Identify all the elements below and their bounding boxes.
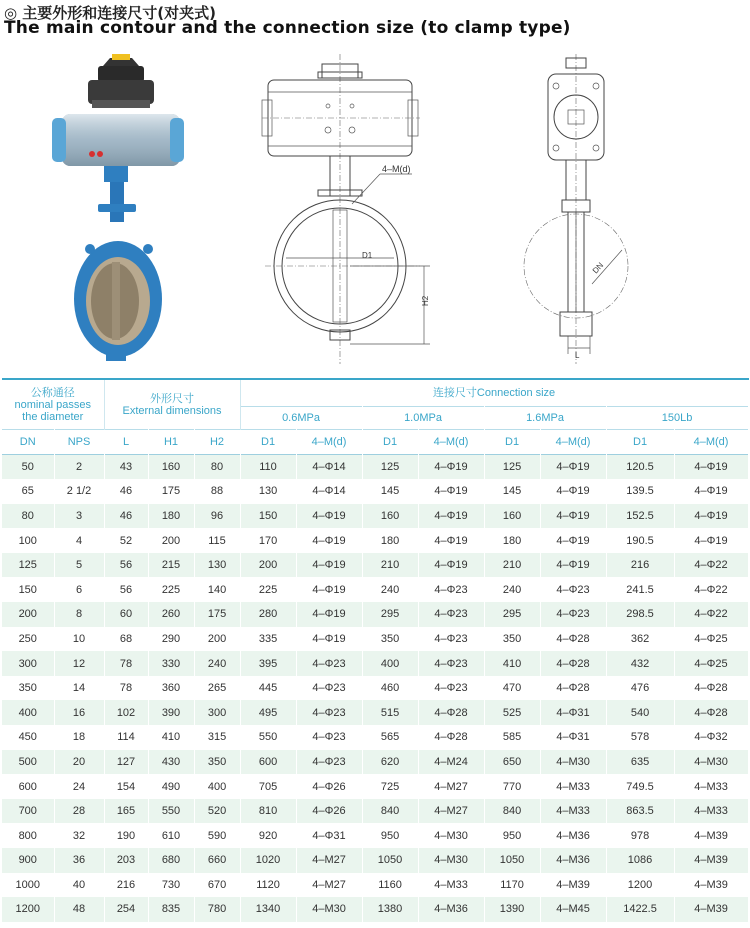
table-row	[2, 504, 748, 529]
table-cell: 4–Φ32	[674, 725, 748, 750]
table-cell: 18	[54, 725, 104, 750]
table-cell: 4–M27	[418, 774, 484, 799]
table-cell: 4–M30	[418, 848, 484, 873]
table-cell: 400	[194, 774, 240, 799]
table-cell: 160	[484, 504, 540, 529]
table-cell: 215	[148, 553, 194, 578]
table-cell: 12	[54, 651, 104, 676]
table-cell: 4–Φ28	[418, 700, 484, 725]
table-cell: 4–Φ19	[296, 504, 362, 529]
table-cell: 4–Φ31	[540, 725, 606, 750]
table-cell: 102	[104, 700, 148, 725]
pressure-06: 0.6MPa	[240, 407, 362, 430]
table-cell: 315	[194, 725, 240, 750]
table-row	[2, 627, 748, 652]
table-cell: 4–Φ14	[296, 455, 362, 480]
table-cell: 225	[148, 577, 194, 602]
table-cell: 254	[104, 897, 148, 922]
table-cell: 490	[148, 774, 194, 799]
table-cell: 4–Φ28	[674, 700, 748, 725]
table-cell: 290	[148, 627, 194, 652]
table-cell: 4–Φ19	[674, 528, 748, 553]
table-cell: 390	[148, 700, 194, 725]
table-cell: 500	[2, 750, 54, 775]
table-cell: 1340	[240, 897, 296, 922]
table-row	[2, 553, 748, 578]
table-cell: 216	[104, 873, 148, 898]
table-cell: 1200	[606, 873, 674, 898]
table-cell: 410	[484, 651, 540, 676]
table-cell: 4–Φ19	[674, 455, 748, 480]
table-cell: 20	[54, 750, 104, 775]
table-cell: 445	[240, 676, 296, 701]
table-cell: 780	[194, 897, 240, 922]
table-cell: 4–Φ23	[540, 602, 606, 627]
table-cell: 78	[104, 676, 148, 701]
table-cell: 4–Φ14	[296, 479, 362, 504]
table-cell: 60	[104, 602, 148, 627]
table-cell: 130	[194, 553, 240, 578]
table-cell: 225	[240, 577, 296, 602]
table-cell: 6	[54, 577, 104, 602]
valve-photo	[52, 54, 184, 361]
table-cell: 600	[240, 750, 296, 775]
table-cell: 350	[194, 750, 240, 775]
table-row	[2, 577, 748, 602]
table-cell: 160	[362, 504, 418, 529]
table-row	[2, 725, 748, 750]
table-cell: 4–Φ26	[296, 774, 362, 799]
table-cell: 4–Φ19	[540, 479, 606, 504]
table-cell: 78	[104, 651, 148, 676]
table-cell: 4–Φ28	[540, 627, 606, 652]
table-cell: 240	[484, 577, 540, 602]
table-cell: 241.5	[606, 577, 674, 602]
table-cell: 4–Φ23	[418, 651, 484, 676]
table-cell: 165	[104, 799, 148, 824]
table-cell: 4–Φ28	[540, 651, 606, 676]
table-row	[2, 799, 748, 824]
table-cell: 200	[148, 528, 194, 553]
table-cell: 265	[194, 676, 240, 701]
table-cell: 52	[104, 528, 148, 553]
table-cell: 840	[484, 799, 540, 824]
table-cell: 295	[362, 602, 418, 627]
col-m: 4–M(d)	[296, 430, 362, 455]
table-cell: 4–Φ19	[418, 528, 484, 553]
table-cell: 130	[240, 479, 296, 504]
table-cell: 4–Φ23	[540, 577, 606, 602]
table-cell: 1200	[2, 897, 54, 922]
table-row	[2, 676, 748, 701]
table-cell: 920	[240, 823, 296, 848]
pressure-16: 1.6MPa	[484, 407, 606, 430]
table-cell: 835	[148, 897, 194, 922]
table-cell: 725	[362, 774, 418, 799]
table-cell: 350	[2, 676, 54, 701]
table-cell: 114	[104, 725, 148, 750]
table-cell: 14	[54, 676, 104, 701]
table-cell: 4–Φ25	[674, 651, 748, 676]
table-cell: 56	[104, 553, 148, 578]
col-dn: DN	[2, 430, 54, 455]
table-cell: 4–M30	[674, 750, 748, 775]
table-cell: 80	[194, 455, 240, 480]
col-d1: D1	[362, 430, 418, 455]
table-cell: 4–Φ19	[296, 553, 362, 578]
table-cell: 298.5	[606, 602, 674, 627]
table-cell: 4–M33	[418, 873, 484, 898]
table-cell: 1020	[240, 848, 296, 873]
table-cell: 150	[240, 504, 296, 529]
table-cell: 395	[240, 651, 296, 676]
table-cell: 705	[240, 774, 296, 799]
title-english: The main contour and the connection size (to clamp type)	[4, 18, 571, 38]
table-cell: 525	[484, 700, 540, 725]
table-cell: 175	[194, 602, 240, 627]
col-d1: D1	[240, 430, 296, 455]
table-cell: 96	[194, 504, 240, 529]
table-cell: 540	[606, 700, 674, 725]
table-cell: 4–Φ22	[674, 577, 748, 602]
table-cell: 65	[2, 479, 54, 504]
table-cell: 670	[194, 873, 240, 898]
table-cell: 180	[362, 528, 418, 553]
table-cell: 950	[362, 823, 418, 848]
table-cell: 4–M33	[674, 799, 748, 824]
table-cell: 460	[362, 676, 418, 701]
table-body	[2, 455, 748, 922]
pressure-150lb: 150Lb	[606, 407, 748, 430]
table-cell: 46	[104, 479, 148, 504]
table-cell: 127	[104, 750, 148, 775]
table-cell: 4–Φ19	[540, 504, 606, 529]
table-cell: 590	[194, 823, 240, 848]
table-cell: 4–Φ19	[296, 577, 362, 602]
label-h2: H2	[421, 295, 430, 306]
table-cell: 50	[2, 455, 54, 480]
table-cell: 495	[240, 700, 296, 725]
table-row	[2, 750, 748, 775]
table-cell: 4–Φ19	[418, 504, 484, 529]
table-cell: 1422.5	[606, 897, 674, 922]
table-cell: 10	[54, 627, 104, 652]
table-cell: 145	[484, 479, 540, 504]
external-header: 外形尺寸 External dimensions	[104, 379, 240, 430]
table-cell: 350	[484, 627, 540, 652]
table-cell: 4–M30	[296, 897, 362, 922]
table-cell: 1086	[606, 848, 674, 873]
table-cell: 240	[362, 577, 418, 602]
table-cell: 680	[148, 848, 194, 873]
pressure-10: 1.0MPa	[362, 407, 484, 430]
table-cell: 1390	[484, 897, 540, 922]
table-cell: 4–M36	[418, 897, 484, 922]
table-cell: 4–Φ25	[674, 627, 748, 652]
col-h1: H1	[148, 430, 194, 455]
table-cell: 56	[104, 577, 148, 602]
col-m: 4–M(d)	[418, 430, 484, 455]
table-cell: 216	[606, 553, 674, 578]
table-cell: 730	[148, 873, 194, 898]
table-cell: 250	[2, 627, 54, 652]
table-cell: 635	[606, 750, 674, 775]
table-cell: 36	[54, 848, 104, 873]
label-dn: DN	[590, 260, 606, 276]
table-cell: 4–Φ26	[296, 799, 362, 824]
table-cell: 4–M33	[540, 774, 606, 799]
table-cell: 145	[362, 479, 418, 504]
table-cell: 180	[148, 504, 194, 529]
table-cell: 810	[240, 799, 296, 824]
table-cell: 240	[194, 651, 240, 676]
table-cell: 550	[240, 725, 296, 750]
label-d1: D1	[362, 251, 373, 260]
table-cell: 4–M36	[540, 823, 606, 848]
table-cell: 2 1/2	[54, 479, 104, 504]
table-cell: 4–Φ28	[540, 676, 606, 701]
table-cell: 43	[104, 455, 148, 480]
table-cell: 4–M27	[296, 848, 362, 873]
table-cell: 4–Φ22	[674, 553, 748, 578]
table-cell: 700	[2, 799, 54, 824]
table-cell: 160	[148, 455, 194, 480]
table-cell: 585	[484, 725, 540, 750]
table-cell: 400	[362, 651, 418, 676]
table-cell: 80	[2, 504, 54, 529]
table-cell: 32	[54, 823, 104, 848]
col-m: 4–M(d)	[674, 430, 748, 455]
table-cell: 330	[148, 651, 194, 676]
table-cell: 170	[240, 528, 296, 553]
table-cell: 4	[54, 528, 104, 553]
table-cell: 115	[194, 528, 240, 553]
table-row	[2, 873, 748, 898]
table-cell: 4–Φ19	[296, 528, 362, 553]
table-cell: 4–Φ28	[674, 676, 748, 701]
title-chinese: ◎ 主要外形和连接尺寸(对夹式)	[4, 4, 217, 22]
table-cell: 175	[148, 479, 194, 504]
table-cell: 1170	[484, 873, 540, 898]
table-row	[2, 602, 748, 627]
table-cell: 900	[2, 848, 54, 873]
table-cell: 4–Φ19	[418, 553, 484, 578]
table-cell: 1380	[362, 897, 418, 922]
table-cell: 476	[606, 676, 674, 701]
table-cell: 450	[2, 725, 54, 750]
table-cell: 4–Φ19	[540, 528, 606, 553]
table-cell: 4–Φ23	[418, 676, 484, 701]
table-cell: 210	[362, 553, 418, 578]
table-cell: 620	[362, 750, 418, 775]
nominal-header: 公称通径 nominal passes the diameter	[2, 379, 104, 430]
table-cell: 24	[54, 774, 104, 799]
table-cell: 840	[362, 799, 418, 824]
table-cell: 4–Φ19	[674, 479, 748, 504]
table-cell: 16	[54, 700, 104, 725]
table-cell: 150	[2, 577, 54, 602]
table-cell: 300	[194, 700, 240, 725]
dimension-table	[2, 378, 749, 922]
table-cell: 978	[606, 823, 674, 848]
table-row	[2, 528, 748, 553]
table-cell: 4–M39	[674, 873, 748, 898]
table-row	[2, 700, 748, 725]
table-row	[2, 823, 748, 848]
table-cell: 4–Φ23	[418, 602, 484, 627]
table-cell: 4–Φ23	[296, 700, 362, 725]
table-cell: 300	[2, 651, 54, 676]
table-cell: 200	[2, 602, 54, 627]
table-cell: 4–Φ19	[418, 455, 484, 480]
table-cell: 110	[240, 455, 296, 480]
connection-header: 连接尺寸Connection size	[240, 379, 748, 407]
table-cell: 400	[2, 700, 54, 725]
table-cell: 1160	[362, 873, 418, 898]
label-bolts: 4–M(d)	[382, 164, 411, 174]
table-cell: 360	[148, 676, 194, 701]
table-cell: 432	[606, 651, 674, 676]
table-cell: 2	[54, 455, 104, 480]
table-cell: 125	[484, 455, 540, 480]
table-cell: 203	[104, 848, 148, 873]
table-cell: 470	[484, 676, 540, 701]
table-cell: 125	[2, 553, 54, 578]
table-cell: 190	[104, 823, 148, 848]
table-cell: 4–M27	[296, 873, 362, 898]
table-cell: 46	[104, 504, 148, 529]
table-cell: 4–Φ28	[418, 725, 484, 750]
table-cell: 3	[54, 504, 104, 529]
front-view-drawing	[262, 54, 430, 364]
table-row	[2, 848, 748, 873]
table-cell: 4–Φ19	[674, 504, 748, 529]
table-cell: 4–M27	[418, 799, 484, 824]
table-cell: 4–M39	[540, 873, 606, 898]
table-row	[2, 479, 748, 504]
table-cell: 4–M33	[540, 799, 606, 824]
table-cell: 600	[2, 774, 54, 799]
table-cell: 515	[362, 700, 418, 725]
table-cell: 1050	[484, 848, 540, 873]
table-cell: 40	[54, 873, 104, 898]
table-row	[2, 897, 748, 922]
table-cell: 4–Φ23	[418, 577, 484, 602]
col-m: 4–M(d)	[540, 430, 606, 455]
table-cell: 4–Φ19	[296, 602, 362, 627]
table-cell: 4–Φ19	[418, 479, 484, 504]
table-cell: 4–Φ19	[296, 627, 362, 652]
table-cell: 863.5	[606, 799, 674, 824]
table-cell: 154	[104, 774, 148, 799]
table-cell: 4–M24	[418, 750, 484, 775]
col-l: L	[104, 430, 148, 455]
table-cell: 260	[148, 602, 194, 627]
table-cell: 800	[2, 823, 54, 848]
table-cell: 4–Φ23	[296, 651, 362, 676]
table-cell: 295	[484, 602, 540, 627]
table-cell: 4–Φ19	[540, 553, 606, 578]
table-row	[2, 651, 748, 676]
table-cell: 335	[240, 627, 296, 652]
table-cell: 4–Φ23	[296, 750, 362, 775]
table-cell: 280	[240, 602, 296, 627]
table-cell: 4–Φ19	[540, 455, 606, 480]
table-cell: 4–Φ23	[296, 725, 362, 750]
table-cell: 520	[194, 799, 240, 824]
side-view-drawing	[524, 54, 628, 364]
table-cell: 152.5	[606, 504, 674, 529]
table-cell: 1120	[240, 873, 296, 898]
table-cell: 578	[606, 725, 674, 750]
col-nps: NPS	[54, 430, 104, 455]
table-cell: 100	[2, 528, 54, 553]
table-cell: 120.5	[606, 455, 674, 480]
col-d1: D1	[484, 430, 540, 455]
table-cell: 4–Φ22	[674, 602, 748, 627]
table-cell: 200	[194, 627, 240, 652]
table-cell: 1000	[2, 873, 54, 898]
table-cell: 4–M30	[540, 750, 606, 775]
table-cell: 749.5	[606, 774, 674, 799]
table-cell: 4–M39	[674, 897, 748, 922]
table-cell: 4–M45	[540, 897, 606, 922]
table-cell: 4–M39	[674, 823, 748, 848]
table-cell: 88	[194, 479, 240, 504]
table-cell: 4–M30	[418, 823, 484, 848]
table-cell: 770	[484, 774, 540, 799]
figures-area	[0, 44, 750, 374]
table-cell: 4–Φ23	[418, 627, 484, 652]
table-cell: 210	[484, 553, 540, 578]
table-cell: 190.5	[606, 528, 674, 553]
table-cell: 950	[484, 823, 540, 848]
table-row	[2, 455, 748, 480]
table-cell: 550	[148, 799, 194, 824]
table-cell: 139.5	[606, 479, 674, 504]
table-cell: 410	[148, 725, 194, 750]
table-cell: 48	[54, 897, 104, 922]
table-cell: 200	[240, 553, 296, 578]
table-cell: 4–Φ23	[296, 676, 362, 701]
table-cell: 565	[362, 725, 418, 750]
table-cell: 350	[362, 627, 418, 652]
table-cell: 125	[362, 455, 418, 480]
table-row	[2, 774, 748, 799]
table-cell: 4–Φ31	[296, 823, 362, 848]
table-cell: 68	[104, 627, 148, 652]
table-cell: 4–M39	[674, 848, 748, 873]
table-cell: 140	[194, 577, 240, 602]
table-cell: 8	[54, 602, 104, 627]
table-cell: 610	[148, 823, 194, 848]
table-cell: 430	[148, 750, 194, 775]
col-d1: D1	[606, 430, 674, 455]
table-cell: 180	[484, 528, 540, 553]
table-cell: 650	[484, 750, 540, 775]
table-cell: 1050	[362, 848, 418, 873]
table-cell: 4–M36	[540, 848, 606, 873]
table-cell: 4–Φ31	[540, 700, 606, 725]
table-cell: 5	[54, 553, 104, 578]
table-cell: 4–M33	[674, 774, 748, 799]
table-cell: 362	[606, 627, 674, 652]
table-cell: 28	[54, 799, 104, 824]
col-h2: H2	[194, 430, 240, 455]
table-cell: 660	[194, 848, 240, 873]
label-l: L	[575, 351, 580, 360]
